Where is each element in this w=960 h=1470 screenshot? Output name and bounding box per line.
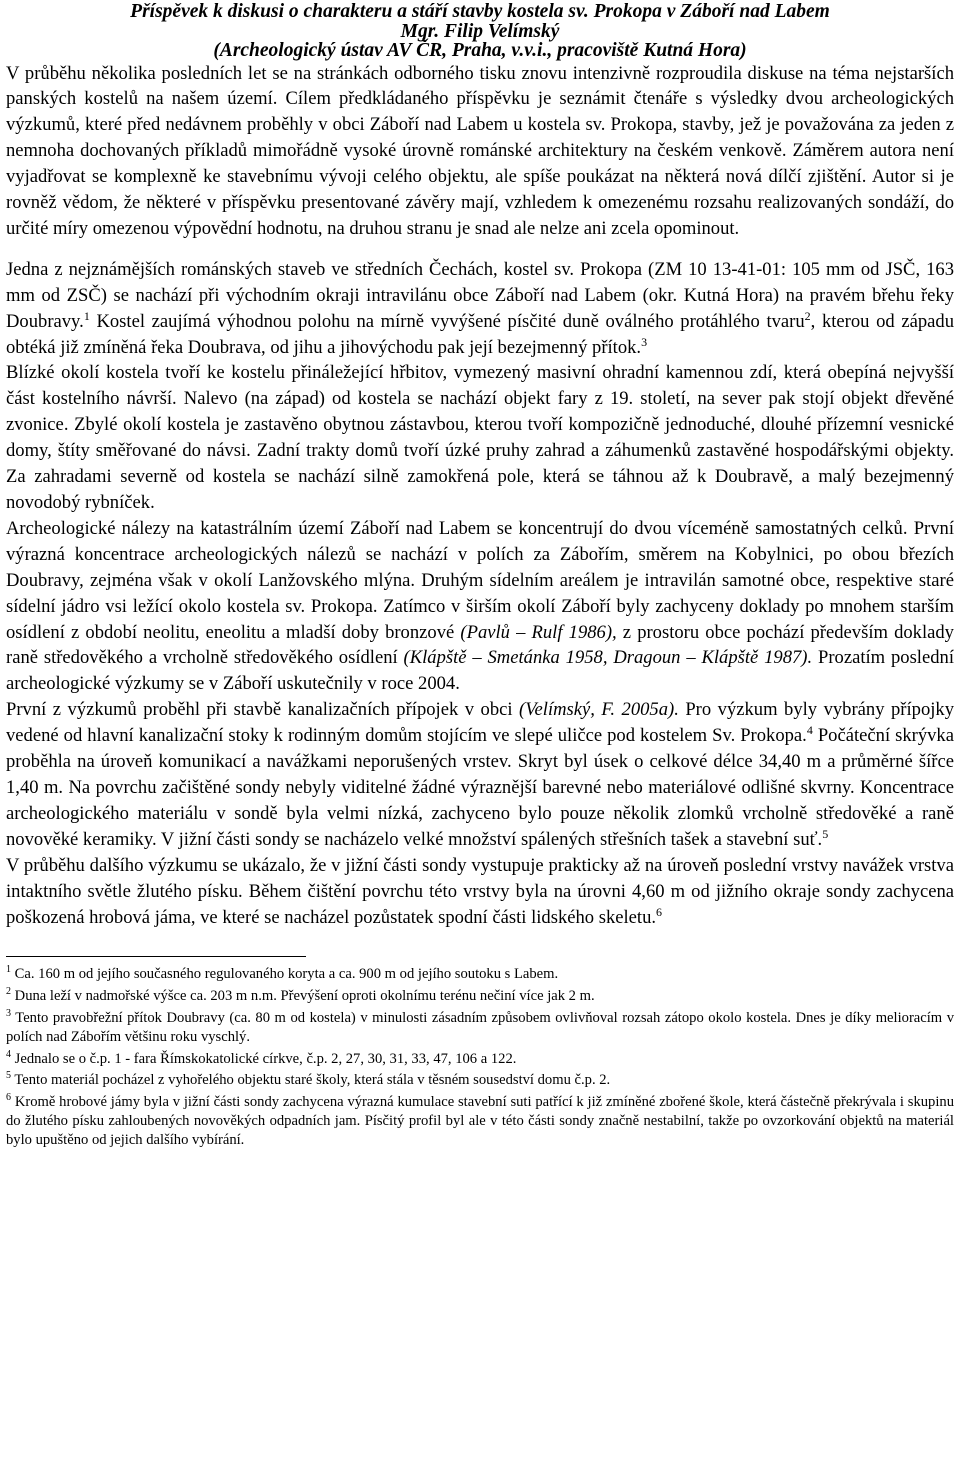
footnote-text: Tento pravobřežní přítok Doubravy (ca. 80 m od kostela) v minulosti zásadním způsobem ovlivňoval rozsah zátopo okolo kostela. Dnes je díky melioracím v polích nad Zábořím většinu roku vyschlý.	[6, 1010, 955, 1045]
footnote-6	[6, 1093, 954, 1149]
text-span: Archeologické nálezy na katastrálním území Záboří nad Labem se koncentrují do dvou víceméně samostatných celků. První výrazná koncentrace archeologických nálezů se nachází v polích za Zábořím, směrem na Kobylnici, po obou březích Doubravy, zejména však v okolí Lanžovského mlýna. Druhým sídelním areálem je intravilán samotné obce, respektive staré sídelní jádro vsi ležící okolo kostela sv. Prokopa. Zatímco v širším okolí Záboří byly zachyceny doklady po mnohem starším osídlení z období neolitu, eneolitu a mladší doby bronzové	[6, 517, 954, 643]
footnote-ref-3: 3	[641, 334, 648, 349]
footnote-5	[6, 1071, 954, 1090]
author-name: Mgr. Filip Velímský	[400, 20, 560, 42]
footnote-4	[6, 1050, 954, 1069]
footnote-text: Tento materiál pocházel z vyhořelého objektu staré školy, která stála v těsném sousedství domu č.p. 2.	[14, 1072, 611, 1089]
footnote-1	[6, 965, 954, 984]
footnote-2	[6, 987, 954, 1006]
footnote-separator	[6, 956, 306, 957]
text-span: Pro výzkum byly vybrány přípojky vedené od hlavní kanalizační stoky k rodinným domům stojícím ve slepé uličce pod kostelem Sv. Prokopa.	[6, 699, 954, 747]
document-title: Příspěvek k diskusi o charakteru a stáří stavby kostela sv. Prokopa v Záboří nad Labem	[130, 1, 830, 22]
footnote-ref-2: 2	[804, 308, 811, 323]
author-affiliation: (Archeologický ústav AV ČR, Praha, v.v.i., pracoviště Kutná Hora)	[213, 40, 747, 61]
text-span: V průběhu dalšího výzkumu se ukázalo, že v jižní části sondy vystupuje prakticky až na úroveň poslední vrstvy navážek vrstva intaktního světle žlutého písku. Během čištění povrchu této vrstvy byla na úrovni 4,60 m od jižního okraje sondy zachycena poškozená hrobová jáma, ve které se nacházel pozůstatek spodní části lidského skeletu.	[6, 854, 954, 928]
footnote-text: Kromě hrobové jámy byla v jižní části sondy zachycena výrazná kumulace stavební suti patřící k již zmíněné zbořené škole, která částečně překrývala i skupinu do žlutého písku zahloubených novověkých odpadních jam. Písčitý profil byl ale v této části sondy značně nestabilní, takže po ovzorkování objektů na materiál bylo upuštěno od jejich dalšího vybírání.	[6, 1094, 954, 1148]
text-span: Kostel zaujímá výhodnou polohu na mírně vyvýšené písčité duně oválného protáhlého tvaru	[89, 310, 805, 332]
text-span: z prostoru obce pochází především doklady raně středověkého a vrcholně středověkého osídlení	[6, 621, 954, 669]
footnote-ref-1: 1	[83, 308, 90, 323]
paragraph-intro: V průběhu několika posledních let se na stránkách odborného tisku znovu intenzivně rozproudila diskuse na téma nejstarších panských kostelů na našem území. Cílem předkládaného příspěvku je seznámit čtenáře s výsledky dvou archeologických výzkumů, které před nedávnem proběhly v obci Záboří nad Labem u kostela sv. Prokopa, stavby, jež je považována za jeden z nemnoha dochovaných příkladů mimořádně vysoké úrovně románské architektury na českém venkově. Záměrem autora není vyjadřovat se komplexně ke stavebnímu vývoji celého objektu, ale spíše poukázat na některá nová dílčí zjištění. Autor si je rovněž vědom, že některé v příspěvku presentované závěry mají, vzhledem k omezenému rozsahu realizovaných sondáží, do určité míry omezenou výpovědní hodnotu, na druhou stranu je snad ale nelze ani zcela opominout.	[6, 62, 954, 239]
text-span: První z výzkumů proběhl při stavbě kanalizačních přípojek v obci	[6, 699, 520, 721]
footnote-ref-6: 6	[656, 904, 663, 919]
paragraph-church-location	[6, 257, 954, 361]
footnote-number: 1	[6, 964, 11, 976]
footnote-number: 3	[6, 1008, 11, 1019]
footnote-number: 2	[6, 986, 11, 998]
footnote-3	[6, 1009, 954, 1047]
paragraph-grave-find	[6, 853, 954, 931]
footnote-number: 5	[6, 1070, 11, 1082]
footnote-number: 6	[6, 1092, 11, 1104]
citation: (Velímský, F. 2005a).	[519, 699, 679, 721]
text-span: Počáteční skrývka proběhla na úroveň komunikací a navážkami neporušených vrstev. Skryt byl úsek o celkové délce 34,40 m a průměrné šířce 1,40 m. Na povrchu začištěné sondy nebyly viditelné žádné výraznější barevné nebo materiálové odlišné skvrny. Koncentrace archeologického materiálu v sondě byla velmi nízká, zachyceno bylo pouze několik zlomků vrcholně středověké a raně novověké keramiky. V jižní části sondy se nacházelo velké množství spálených střešních tašek a stavební suť.	[6, 725, 954, 850]
text-span: Prozatím poslední archeologické výzkumy se v Záboří uskutečnily v roce 2004.	[6, 647, 954, 695]
citation: (Klápště – Smetánka 1958, Dragoun – Klápště 1987).	[403, 647, 813, 669]
text-span: Jedna z nejznámějších románských staveb ve středních Čechách, kostel sv. Prokopa (ZM 10 13-41-01: 105 mm od JSČ, 163 mm od ZSČ) se nachází při východním okraji intravilánu obce Záboří nad Labem (okr. Kutná Hora) na pravém břehu řeky Doubravy.	[6, 258, 954, 332]
footnote-text: Jednalo se o č.p. 1 - fara Římskokatolické církve, č.p. 2, 27, 30, 31, 33, 47, 106 a 122.	[14, 1050, 517, 1067]
document-header	[6, 2, 954, 61]
document-page	[0, 2, 960, 1470]
text-span: , kterou od západu obtéká již zmíněná řeka Doubrava, od jihu a jihovýchodu pak její bezejmenný přítok.	[6, 310, 954, 358]
footnote-text: Duna leží v nadmořské výšce ca. 203 m n.m. Převýšení oproti okolnímu terénu nečiní více jak 2 m.	[14, 988, 595, 1005]
footnote-ref-4: 4	[806, 723, 813, 738]
footnote-ref-5: 5	[822, 826, 829, 841]
paragraph-surroundings: Blízké okolí kostela tvoří ke kostelu přináležející hřbitov, vymezený masivní ohradní kamennou zdí, která obepíná nejvyšší část kostelního návrší. Nalevo (na západ) od kostela se nachází objekt fary z 19. století, na sever pak stojí objekt dřevěné zvonice. Zbylé okolí kostela je zastavěno obytnou zástavbou, kterou tvoří kompozičně jednoduché, dlouhé přízemní vesnické domy, štíty směřované do návsi. Zadní trakty domů tvoří úzké pruhy zahrad a záhumenků zastavěné hospodářskými objekty. Za zahradami severně od kostela se nachází silně zamokřená pole, která se táhnou až k Doubravě, a malý bezejmenný novodobý rybníček.	[6, 362, 954, 513]
citation: (Pavlů – Rulf 1986),	[460, 621, 617, 643]
paragraph-first-excavation	[6, 697, 954, 852]
footnotes	[6, 965, 954, 1149]
paragraph-archaeological-finds	[6, 516, 954, 697]
footnote-text: Ca. 160 m od jejího současného regulovaného koryta a ca. 900 m od jejího soutoku s Labem.	[14, 966, 559, 983]
footnote-number: 4	[6, 1048, 11, 1060]
